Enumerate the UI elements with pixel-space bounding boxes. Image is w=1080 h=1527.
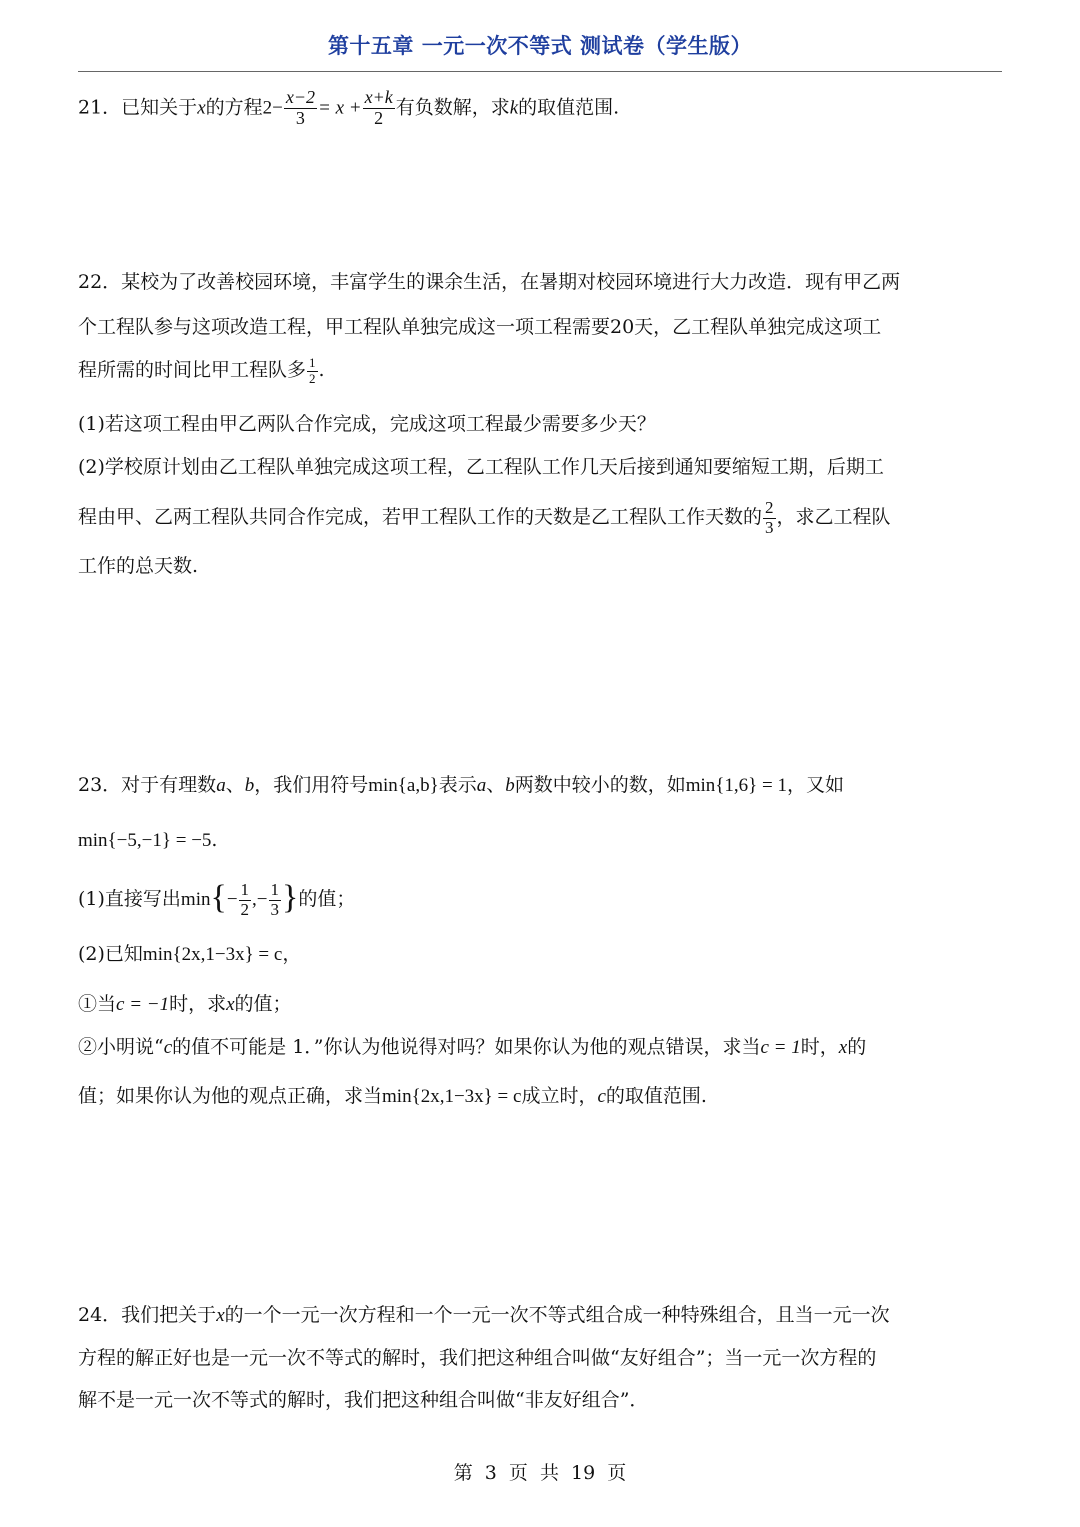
question-22-part-2-line-3: 工作的总天数. (78, 555, 199, 577)
question-23-part-1: (1)直接写出min{− $\frac{1}{2}$ ,− $\frac{1}{3}$ }的值； (78, 879, 356, 919)
question-23-line-1: 23．对于有理数a、b，我们用符号min{a,b}表示a、b两数中较小的数，如min{1,6} = 1，又如 (78, 774, 845, 796)
question-22-part-1: (1)若这项工程由甲乙两队合作完成，完成这项工程最少需要多少天？ (78, 413, 656, 435)
question-23-case-1: ①当c = −1时，求x的值； (78, 993, 292, 1015)
header-divider (78, 71, 1002, 72)
question-24-line-2: 方程的解正好也是一元一次不等式的解时，我们把这种组合叫做“友好组合”；当一元一次方程的 (78, 1347, 877, 1369)
page-number-footer: 第 3 页 共 19 页 (453, 1462, 627, 1484)
question-22-line-3: 程所需的时间比甲工程队多 $\frac{1}{2}$ . (78, 355, 325, 386)
question-24-line-3: 解不是一元一次不等式的解时，我们把这种组合叫做“非友好组合”． (78, 1389, 649, 1411)
question-22-line-2: 个工程队参与这项改造工程，甲工程队单独完成这一项工程需要20天，乙工程队单独完成这项工 (78, 316, 882, 338)
question-22-line-1: 22．某校为了改善校园环境，丰富学生的课余生活，在暑期对校园环境进行大力改造．现有甲乙两 (78, 271, 901, 293)
question-21: 21．已知关于x的方程2− $\frac{x-2}{3}$ = x + $\frac{x+k}{2}$ 有负数解，求k的取值范围. (78, 87, 620, 128)
question-22-part-2-line-1: (2)学校原计划由乙工程队单独完成这项工程，乙工程队工作几天后接到通知要缩短工期，后期工 (78, 456, 884, 478)
fraction: $\frac{2}{3}$ (765, 498, 774, 537)
question-23-case-2-line-2: 值；如果你认为他的观点正确，求当min{2x,1−3x} = c成立时，c的取值范围. (78, 1085, 707, 1107)
question-23-part-2: (2)已知min{2x,1−3x} = c， (78, 943, 302, 965)
question-24-line-1: 24．我们把关于x的一个一元一次方程和一个一元一次不等式组合成一种特殊组合，且当一元一次 (78, 1304, 890, 1326)
fraction: $\frac{1}{2}$ (240, 880, 250, 919)
fraction: $\frac{1}{2}$ (309, 355, 316, 386)
fraction: $\frac{x-2}{3}$ (285, 87, 315, 128)
fraction: $\frac{1}{3}$ (270, 880, 279, 919)
page-header-title: 第十五章 一元一次不等式 测试卷（学生版） (327, 33, 753, 58)
question-22-part-2-line-2: 程由甲、乙两工程队共同合作完成，若甲工程队工作的天数是乙工程队工作天数的 $\frac{2}{3}$ ，求乙工程队 (78, 498, 891, 537)
question-23-case-2-line-1: ②小明说“c的值不可能是 1．”你认为他说得对吗？如果你认为他的观点错误，求当c = 1时，x的 (78, 1036, 867, 1058)
fraction: $\frac{x+k}{2}$ (364, 87, 393, 128)
question-23-line-2: min{−5,−1} = −5. (78, 829, 218, 851)
